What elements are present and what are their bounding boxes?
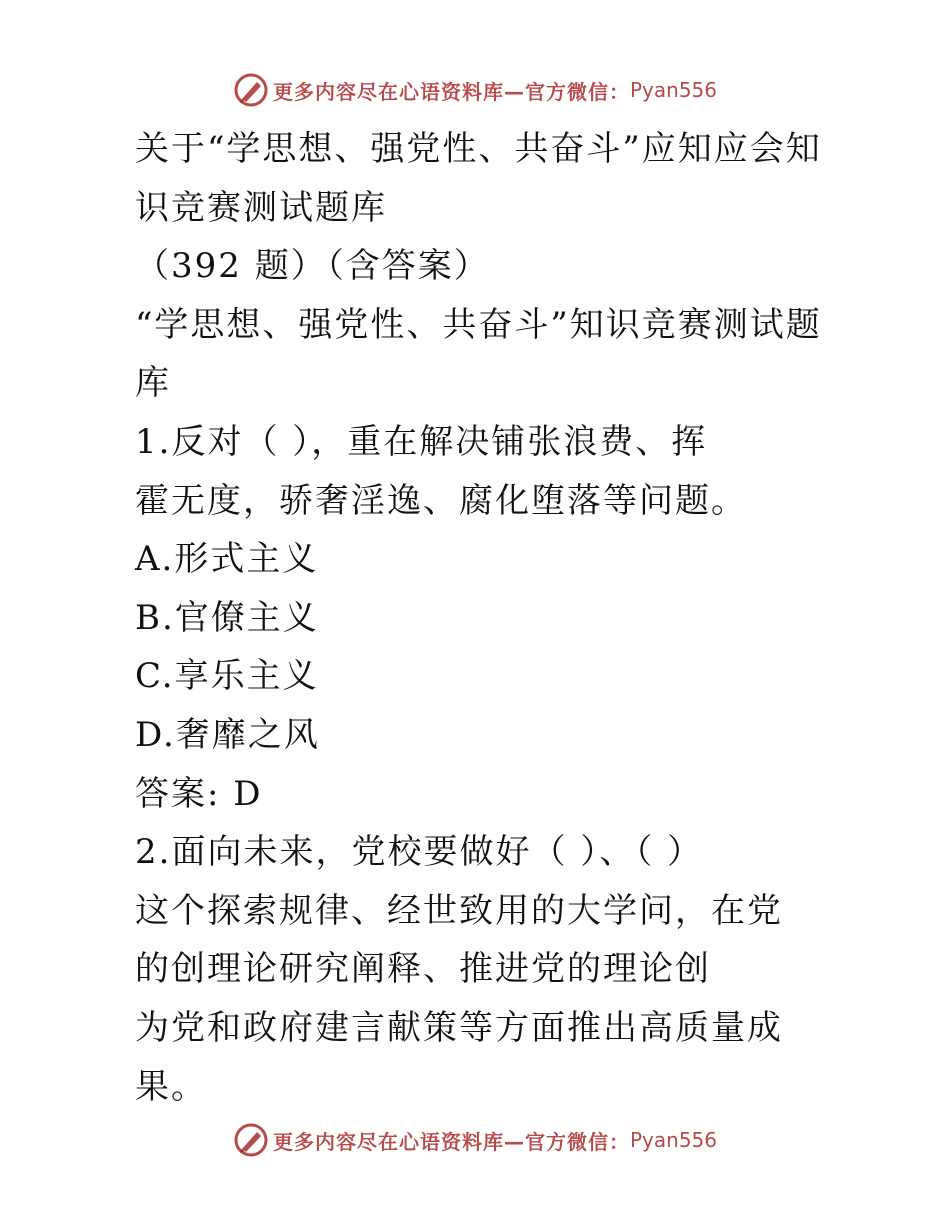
question-line: 这个探索规律、经世致用的大学问，在党	[135, 890, 783, 931]
text-line: 关于“学思想、强党性、共奋斗”应知应会知	[135, 129, 822, 169]
text-line: （392 题）（含答案）	[135, 246, 490, 287]
question-line: 的创理论研究阐释、推进党的理论创	[135, 949, 711, 990]
question-line: 果。	[135, 1066, 207, 1107]
watermark-handle: Pyan556	[629, 78, 717, 102]
text-line: 识竞赛测试题库	[135, 187, 387, 228]
text-line: “学思想、强党性、共奋斗”知识竞赛测试题	[135, 304, 822, 345]
question-line: 1.反对（ ），重在解决铺张浪费、挥	[135, 421, 708, 462]
question-line: 为党和政府建言献策等方面推出高质量成	[135, 1007, 783, 1048]
question-line: 霍无度，骄奢淫逸、腐化堕落等问题。	[135, 480, 747, 521]
pen-logo-icon	[233, 1122, 269, 1158]
watermark-text: 更多内容尽在心语资料库—官方微信：	[272, 79, 630, 104]
option-line: C.享乐主义	[135, 656, 319, 697]
answer-line: 答案: D	[135, 773, 263, 814]
text-line: 库	[135, 363, 171, 404]
question-line: 2.面向未来，党校要做好（ ）、（ ）	[135, 832, 704, 873]
option-line: A.形式主义	[135, 539, 319, 580]
option-line: D.奢靡之风	[135, 714, 320, 755]
watermark-banner-top	[0, 70, 950, 110]
watermark-text: 更多内容尽在心语资料库—官方微信：	[272, 1129, 630, 1154]
pen-logo-icon	[233, 72, 269, 108]
document-body	[135, 120, 835, 1116]
watermark-banner-bottom	[0, 1120, 950, 1160]
watermark-handle: Pyan556	[629, 1128, 717, 1152]
option-line: B.官僚主义	[135, 597, 319, 638]
